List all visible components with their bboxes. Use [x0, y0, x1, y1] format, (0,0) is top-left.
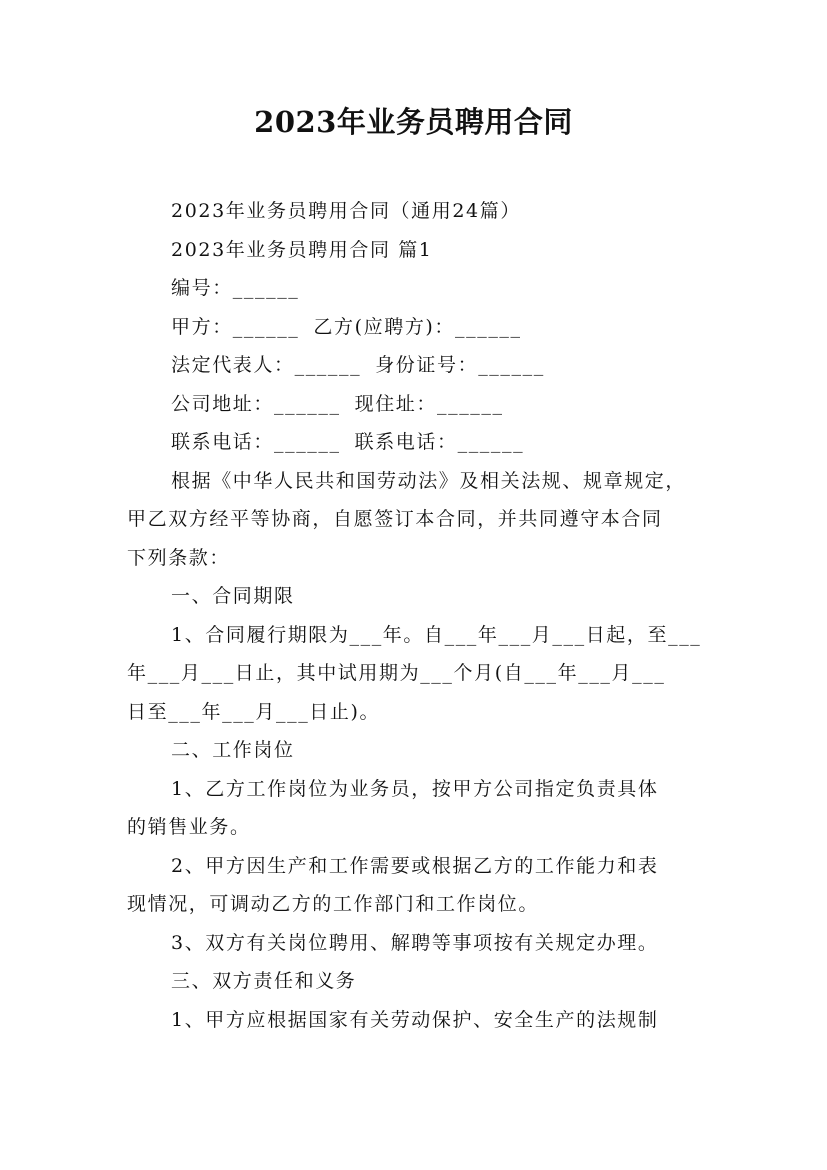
preamble-line: 甲乙双方经平等协商，自愿签订本合同，并共同遵守本合同	[127, 508, 663, 530]
document-title: 2023年业务员聘用合同	[254, 105, 573, 139]
field-party-b: 乙方(应聘方)：______	[313, 315, 522, 338]
post-clause-line: 2、甲方因生产和工作需要或根据乙方的工作能力和表	[171, 854, 659, 877]
post-clause-line: 现情况，可调动乙方的工作部门和工作岗位。	[127, 893, 540, 915]
term-clause	[127, 616, 703, 732]
document-body	[127, 192, 703, 1039]
document-subtitle: 2023年业务员聘用合同（通用24篇）	[171, 200, 521, 222]
post-clause-1	[127, 770, 703, 847]
field-party-a: 甲方：______	[171, 315, 300, 338]
field-number: 编号：______	[171, 277, 300, 299]
term-clause-line: 日至___年___月___日止)。	[127, 700, 381, 723]
term-clause-line: 年___月___日止，其中试用期为___个月(自___年___月___	[127, 662, 666, 684]
term-clause-line: 1、合同履行期限为___年。自___年___月___日起，至___	[171, 623, 702, 646]
post-clause-line: 的销售业务。	[127, 816, 251, 838]
field-company-address: 公司地址：______	[171, 392, 341, 415]
field-row-legal	[127, 346, 703, 385]
section-heading: 2023年业务员聘用合同 篇1	[171, 238, 433, 261]
duty-heading: 三、双方责任和义务	[171, 970, 357, 992]
field-row-phone	[127, 423, 703, 462]
duty-clause-1: 1、甲方应根据国家有关劳动保护、安全生产的法规制	[171, 1008, 659, 1031]
preamble-paragraph	[127, 462, 703, 578]
term-heading: 一、合同期限	[171, 585, 295, 607]
post-clause-line: 1、乙方工作岗位为业务员，按甲方公司指定负责具体	[171, 777, 659, 800]
post-clause-2	[127, 847, 703, 924]
field-id-number: 身份证号：______	[375, 354, 545, 376]
field-phone-a: 联系电话：______	[171, 431, 341, 453]
field-phone-b: 联系电话：______	[354, 431, 525, 453]
post-heading: 二、工作岗位	[171, 739, 295, 761]
field-row-address	[127, 385, 703, 424]
preamble-line: 下列条款：	[127, 546, 231, 569]
field-legal-rep: 法定代表人：______	[171, 354, 362, 376]
field-row-parties	[127, 308, 703, 347]
field-current-address: 现住址：______	[354, 392, 504, 415]
preamble-line: 根据《中华人民共和国劳动法》及相关法规、规章规定，	[171, 469, 687, 492]
post-clause-3: 3、双方有关岗位聘用、解聘等事项按有关规定办理。	[171, 931, 659, 954]
